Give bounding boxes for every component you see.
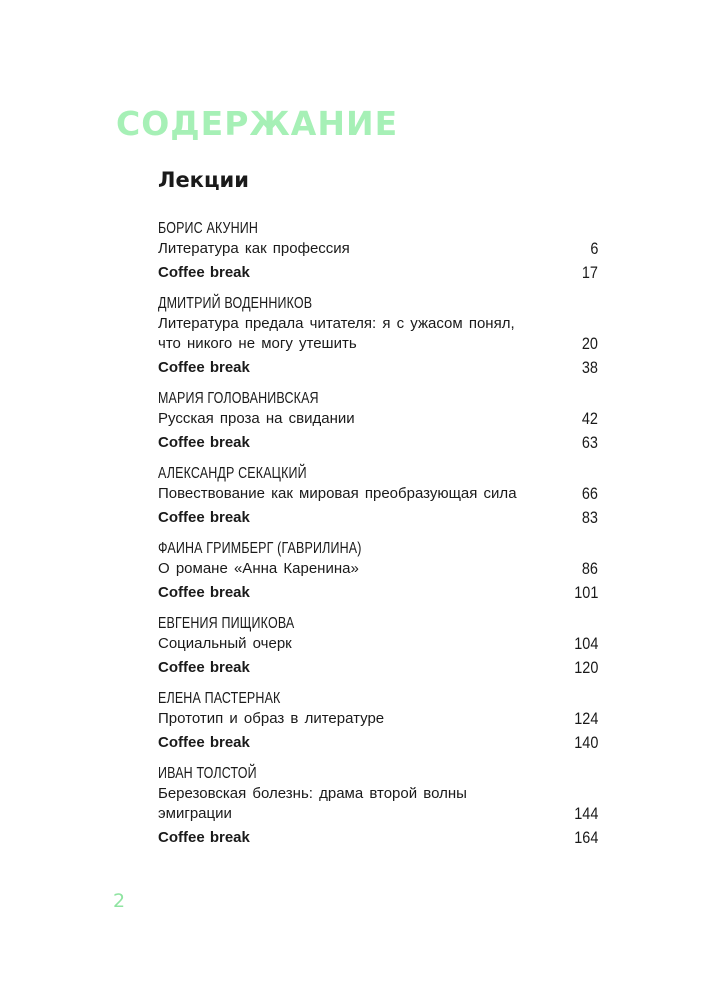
lecture-title: Социальный очерк (158, 635, 292, 652)
page-ref: 140 (573, 733, 598, 752)
author-name: АЛЕКСАНДР СЕКАЦКИЙ (158, 465, 307, 482)
page-ref: 164 (573, 828, 598, 847)
coffee-break-label: Coffee break (158, 359, 250, 376)
toc-title-row[interactable] (158, 634, 598, 654)
page-ref: 38 (581, 358, 598, 377)
page-ref: 144 (573, 804, 598, 823)
page-ref: 6 (589, 239, 598, 258)
lecture-title: Русская проза на свидании (158, 410, 355, 427)
author-name: БОРИС АКУНИН (158, 220, 259, 237)
author-name: МАРИЯ ГОЛОВАНИВСКАЯ (158, 390, 319, 407)
coffee-break-label: Coffee break (158, 264, 250, 281)
toc-title-row[interactable] (158, 559, 598, 579)
coffee-break-label: Coffee break (158, 584, 250, 601)
page-ref: 86 (581, 559, 598, 578)
page-ref: 20 (581, 334, 598, 353)
author-name: ЕВГЕНИЯ ПИЩИКОВА (158, 615, 295, 632)
toc-title-row[interactable] (158, 709, 598, 729)
coffee-break-label: Coffee break (158, 509, 250, 526)
toc-title-row[interactable] (158, 484, 598, 504)
page-ref: 66 (581, 484, 598, 503)
page-ref: 63 (581, 433, 598, 452)
toc-break-row[interactable] (158, 583, 598, 603)
table-of-contents (158, 219, 598, 859)
page-number: 2 (113, 890, 126, 912)
toc-break-row[interactable] (158, 263, 598, 283)
page-ref: 124 (573, 709, 598, 728)
toc-break-row[interactable] (158, 433, 598, 453)
lecture-title: Прототип и образ в литературе (158, 710, 385, 727)
toc-entry (158, 464, 598, 528)
toc-title-row[interactable] (158, 239, 598, 259)
lecture-title: Березовская болезнь: драма второй волны эмиграции (158, 785, 467, 822)
lecture-title: Литература предала читателя: я с ужасом понял, что никого не могу утешить (158, 315, 515, 352)
toc-break-row[interactable] (158, 733, 598, 753)
coffee-break-label: Coffee break (158, 434, 250, 451)
author-name: ФАИНА ГРИМБЕРГ (ГАВРИЛИНА) (158, 540, 362, 557)
toc-break-row[interactable] (158, 658, 598, 678)
section-title: Лекции (158, 168, 249, 192)
page-ref: 83 (581, 508, 598, 527)
toc-title-row[interactable] (158, 409, 598, 429)
coffee-break-label: Coffee break (158, 659, 250, 676)
page-ref: 42 (581, 409, 598, 428)
toc-entry (158, 689, 598, 753)
lecture-title: Повествование как мировая преобразующая сила (158, 485, 517, 502)
page-ref: 120 (573, 658, 598, 677)
page-ref: 104 (573, 634, 598, 653)
author-name: ДМИТРИЙ ВОДЕННИКОВ (158, 295, 313, 312)
toc-entry (158, 294, 598, 378)
toc-entry (158, 614, 598, 678)
toc-entry (158, 764, 598, 848)
toc-break-row[interactable] (158, 358, 598, 378)
lecture-title: О романе «Анна Каренина» (158, 560, 359, 577)
toc-entry (158, 539, 598, 603)
page-ref: 101 (573, 583, 598, 602)
coffee-break-label: Coffee break (158, 734, 250, 751)
toc-entry (158, 219, 598, 283)
toc-break-row[interactable] (158, 828, 598, 848)
toc-entry (158, 389, 598, 453)
page-title: СОДЕРЖАНИЕ (116, 104, 399, 143)
author-name: ИВАН ТОЛСТОЙ (158, 765, 257, 782)
toc-title-row[interactable] (158, 784, 598, 824)
toc-break-row[interactable] (158, 508, 598, 528)
coffee-break-label: Coffee break (158, 829, 250, 846)
page-ref: 17 (581, 263, 598, 282)
toc-title-row[interactable] (158, 314, 598, 354)
author-name: ЕЛЕНА ПАСТЕРНАК (158, 690, 281, 707)
lecture-title: Литература как профессия (158, 240, 350, 257)
